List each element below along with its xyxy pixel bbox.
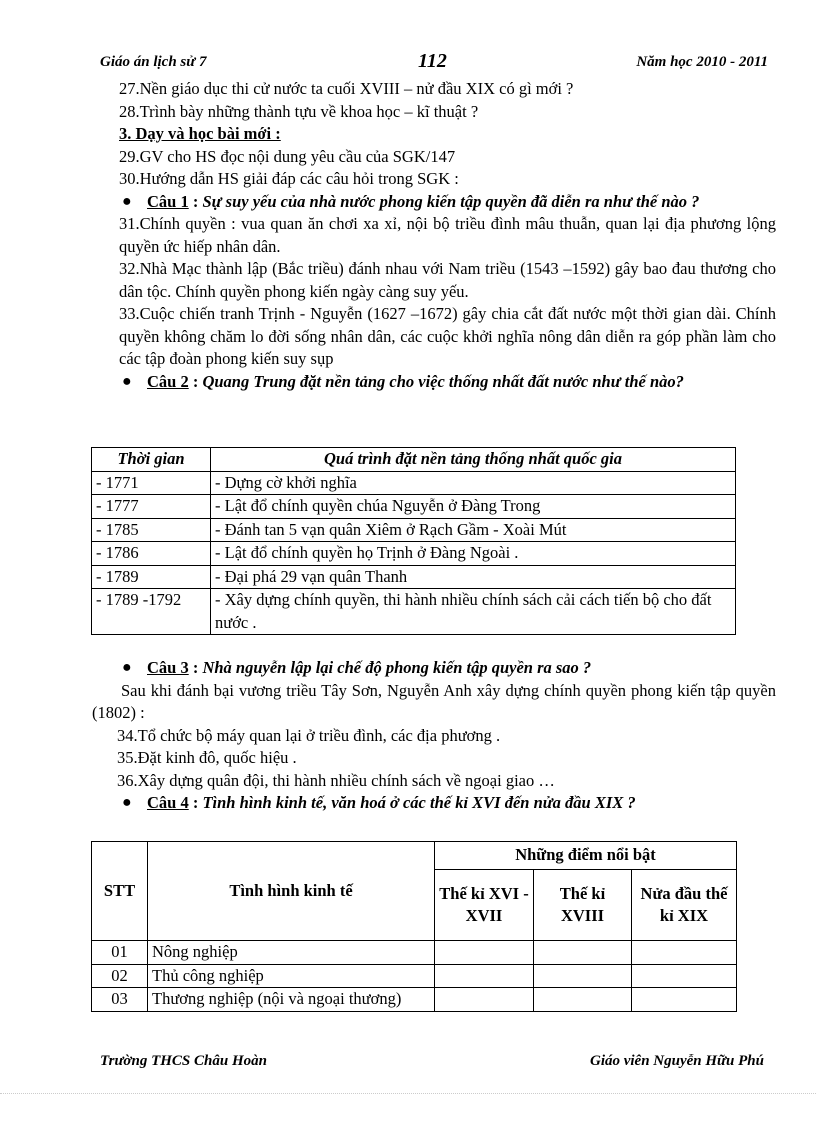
table-row: - 1777 - Lật đổ chính quyền chúa Nguyễn ở Đàng Trong [92,495,736,519]
bullet-icon: ● [122,659,132,676]
economy-table [91,841,737,1012]
header-subject: Giáo án lịch sử 7 [100,54,207,70]
question-1-text: Sự suy yếu của nhà nước phong kiến tập quyền đã diễn ra như thế nào ? [202,191,700,211]
col-header-c19: Nửa đầu thế kỉ XIX [632,870,737,941]
question-3: ● Câu 3 : Nhà nguyễn lập lại chế độ phong kiến tập quyền ra sao ? [92,657,776,680]
answer-36: 36.Xây dựng quân đội, thi hành nhiều chính sách về ngoại giao … [117,770,555,790]
section-heading: 3. Dạy và học bài mới : [119,124,281,143]
answer-34: 34.Tổ chức bộ máy quan lại ở triều đình, các địa phương . [117,725,501,745]
step-30: 30.Hướng dẫn HS giải đáp các câu hỏi trong SGK : [119,169,459,188]
review-question-28: 28.Trình bày những thành tựu về khoa học – kĩ thuật ? [119,101,479,121]
question-3-text: Nhà nguyễn lập lại chế độ phong kiến tập quyền ra sao ? [202,658,592,677]
step-29: 29.GV cho HS đọc nội dung yêu cầu của SGK/147 [119,146,456,166]
question-1: ● Câu 1 : Sự suy yếu của nhà nước phong kiến tập quyền đã diễn ra như thế nào ? [92,191,776,214]
table-row: - 1785 - Đánh tan 5 vạn quân Xiêm ở Rạch Gầm - Xoài Mút [92,518,736,542]
col-header-highlights: Những điểm nổi bật [435,842,737,870]
col-header-time: Thời gian [92,448,211,472]
bullet-icon: ● [122,794,132,811]
table-row: 02 Thủ công nghiệp [92,964,737,988]
col-header-c18: Thế kỉ XVIII [534,870,632,941]
question-3-label: Câu 3 [147,658,189,677]
timeline-table [91,447,736,635]
table-row: - 1789 - Đại phá 29 vạn quân Thanh [92,565,736,589]
bullet-icon: ● [122,192,132,210]
page-header [100,52,768,76]
footer-school: Trường THCS Châu Hoàn [100,1053,267,1069]
page-divider [0,1093,816,1094]
question-4-text: Tình hình kinh tế, văn hoá ở các thế kỉ XVI đến nửa đầu XIX ? [202,793,636,812]
col-header-economy: Tình hình kinh tế [148,842,435,941]
footer-teacher: Giáo viên Nguyễn Hữu Phú [589,1053,764,1069]
review-question-27: 27.Nền giáo dục thi cử nước ta cuối XVIII – nử đầu XIX có gì mới ? [119,79,574,98]
answer-31: 31.Chính quyền : vua quan ăn chơi xa xỉ, nội bộ triều đình mâu thuẫn, quan lại địa phương lộng quyền ức hiếp nhân dân. [119,214,776,256]
question-2: ● Câu 2 : Quang Trung đặt nền tảng cho việc thống nhất đất nước như thế nào? [92,371,776,394]
lesson-body-2 [92,657,776,815]
question-1-label: Câu 1 [147,191,189,211]
question-2-text: Quang Trung đặt nền tảng cho việc thống nhất đất nước như thế nào? [202,371,684,391]
table-row: - 1789 -1792 - Xây dựng chính quyền, thi hành nhiều chính sách cải cách tiến bộ cho đất nước . [92,589,736,635]
answer-32: 32.Nhà Mạc thành lập (Bắc triều) đánh nhau với Nam triều (1543 –1592) gây bao đau thương cho dân tộc. Chính quyền phong kiến ngày càng suy yếu. [119,259,776,301]
question-2-label: Câu 2 [147,371,189,391]
table-row: 03 Thương nghiệp (nội và ngoại thương) [92,988,737,1012]
question-4: ● Câu 4 : Tình hình kinh tế, văn hoá ở các thế kỉ XVI đến nửa đầu XIX ? [92,792,776,815]
question-4-label: Câu 4 [147,793,189,812]
table-row: - 1786 - Lật đổ chính quyền họ Trịnh ở Đàng Ngoài . [92,542,736,566]
page-number: 112 [418,50,447,72]
col-header-c16-17: Thế kỉ XVI - XVII [435,870,534,941]
header-school-year: Năm học 2010 - 2011 [636,54,768,70]
table-row: - 1771 - Dựng cờ khởi nghĩa [92,471,736,495]
answer-33: 33.Cuộc chiến tranh Trịnh - Nguyễn (1627 –1672) gây chia cắt đất nước một thời gian dài. Chính quyền không chăm lo đời sống nhân dân, các cuộc khởi nghĩa nông dân diễn ra góp phần làm cho các tập đoàn phong kiến suy sụp [119,304,776,368]
answer-35: 35.Đặt kinh đô, quốc hiệu . [117,748,297,767]
bullet-icon: ● [122,372,132,390]
col-header-process: Quá trình đặt nền tảng thống nhất quốc gia [211,448,736,472]
question-3-intro: Sau khi đánh bại vương triều Tây Sơn, Nguyễn Anh xây dựng chính quyền phong kiến tập quyền (1802) : [92,680,776,722]
table-row: 01 Nông nghiệp [92,941,737,965]
col-header-stt: STT [92,842,148,941]
lesson-body [92,78,776,393]
